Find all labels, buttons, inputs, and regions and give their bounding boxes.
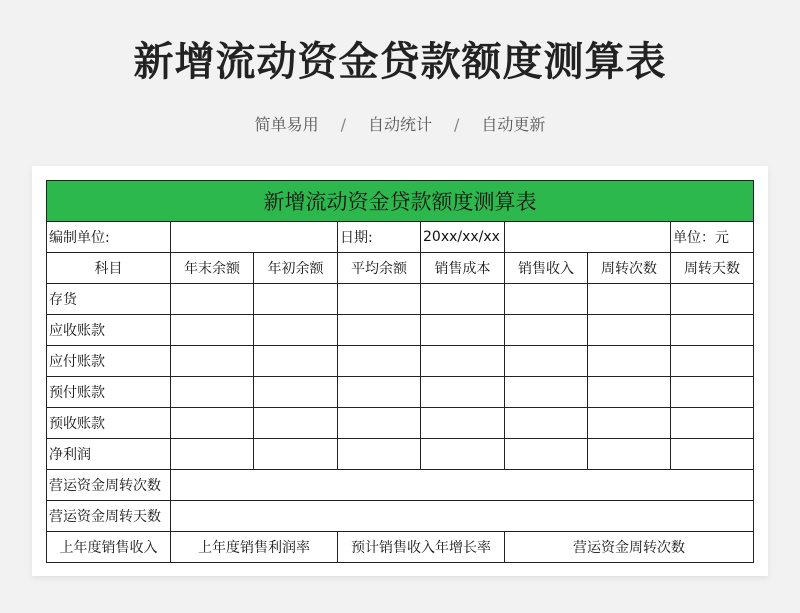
data-cell[interactable]	[588, 315, 671, 346]
data-cell[interactable]	[421, 284, 505, 315]
data-cell[interactable]	[505, 346, 588, 377]
data-cell[interactable]	[421, 315, 505, 346]
data-cell[interactable]	[254, 346, 338, 377]
data-cell[interactable]	[254, 439, 338, 470]
data-cell[interactable]	[671, 377, 754, 408]
spreadsheet-card	[32, 166, 768, 576]
data-cell[interactable]	[588, 284, 671, 315]
footer-header: 预计销售收入年增长率	[338, 532, 505, 563]
data-cell[interactable]	[338, 439, 421, 470]
data-cell[interactable]	[254, 377, 338, 408]
subtitle-item: 自动统计	[367, 115, 432, 134]
date-label: 日期:	[338, 222, 421, 253]
subtitle-item: 简单易用	[254, 115, 319, 134]
data-cell[interactable]	[505, 284, 588, 315]
row-label: 存货	[47, 284, 171, 315]
date-value[interactable]: 20xx/xx/xx	[421, 222, 505, 253]
column-header: 年末余额	[171, 253, 254, 284]
row-label: 预付账款	[47, 377, 171, 408]
unit-label: 编制单位:	[47, 222, 171, 253]
currency-label: 单位：元	[671, 222, 754, 253]
data-cell[interactable]	[338, 346, 421, 377]
data-cell[interactable]	[254, 284, 338, 315]
data-cell[interactable]	[338, 315, 421, 346]
data-cell[interactable]	[588, 439, 671, 470]
data-cell[interactable]	[254, 315, 338, 346]
data-cell[interactable]	[421, 377, 505, 408]
calculation-table	[46, 180, 754, 563]
summary-row	[47, 501, 754, 532]
data-cell[interactable]	[171, 315, 254, 346]
data-cell[interactable]	[671, 346, 754, 377]
data-cell[interactable]	[171, 439, 254, 470]
subtitle-bar	[0, 112, 800, 135]
table-row	[47, 315, 754, 346]
summary-row	[47, 470, 754, 501]
subtitle-separator: /	[340, 115, 346, 134]
row-label: 应收账款	[47, 315, 171, 346]
column-header: 平均余额	[338, 253, 421, 284]
data-cell[interactable]	[505, 377, 588, 408]
subtitle-separator: /	[454, 115, 460, 134]
unit-value-cell[interactable]	[171, 222, 338, 253]
column-header-row	[47, 253, 754, 284]
column-header: 科目	[47, 253, 171, 284]
sheet-title: 新增流动资金贷款额度测算表	[47, 181, 754, 222]
summary-value-cell[interactable]	[171, 470, 754, 501]
data-cell[interactable]	[671, 439, 754, 470]
data-cell[interactable]	[171, 377, 254, 408]
data-cell[interactable]	[421, 408, 505, 439]
table-row	[47, 346, 754, 377]
data-cell[interactable]	[588, 377, 671, 408]
subtitle-item: 自动更新	[481, 115, 546, 134]
data-cell[interactable]	[505, 439, 588, 470]
data-cell[interactable]	[254, 408, 338, 439]
page-title: 新增流动资金贷款额度测算表	[133, 39, 667, 85]
footer-header: 上年度销售利润率	[171, 532, 338, 563]
column-header: 年初余额	[254, 253, 338, 284]
footer-header: 营运资金周转次数	[505, 532, 754, 563]
footer-header: 上年度销售收入	[47, 532, 171, 563]
data-cell[interactable]	[505, 315, 588, 346]
sheet-title-row	[47, 181, 754, 222]
data-cell[interactable]	[338, 408, 421, 439]
summary-label: 营运资金周转天数	[47, 501, 171, 532]
summary-value-cell[interactable]	[171, 501, 754, 532]
column-header: 销售收入	[505, 253, 588, 284]
row-label: 净利润	[47, 439, 171, 470]
column-header: 周转天数	[671, 253, 754, 284]
data-cell[interactable]	[421, 346, 505, 377]
data-cell[interactable]	[171, 284, 254, 315]
data-cell[interactable]	[421, 439, 505, 470]
column-header: 周转次数	[588, 253, 671, 284]
table-row	[47, 284, 754, 315]
table-row	[47, 377, 754, 408]
data-cell[interactable]	[671, 284, 754, 315]
row-label: 应付账款	[47, 346, 171, 377]
info-blank-cell[interactable]	[505, 222, 671, 253]
footer-header-row	[47, 532, 754, 563]
data-cell[interactable]	[588, 408, 671, 439]
data-cell[interactable]	[338, 284, 421, 315]
table-row	[47, 408, 754, 439]
data-cell[interactable]	[588, 346, 671, 377]
data-cell[interactable]	[171, 408, 254, 439]
data-cell[interactable]	[671, 408, 754, 439]
data-cell[interactable]	[171, 346, 254, 377]
data-cell[interactable]	[505, 408, 588, 439]
row-label: 预收账款	[47, 408, 171, 439]
column-header: 销售成本	[421, 253, 505, 284]
info-row	[47, 222, 754, 253]
data-cell[interactable]	[338, 377, 421, 408]
summary-label: 营运资金周转次数	[47, 470, 171, 501]
data-cell[interactable]	[671, 315, 754, 346]
table-row	[47, 439, 754, 470]
